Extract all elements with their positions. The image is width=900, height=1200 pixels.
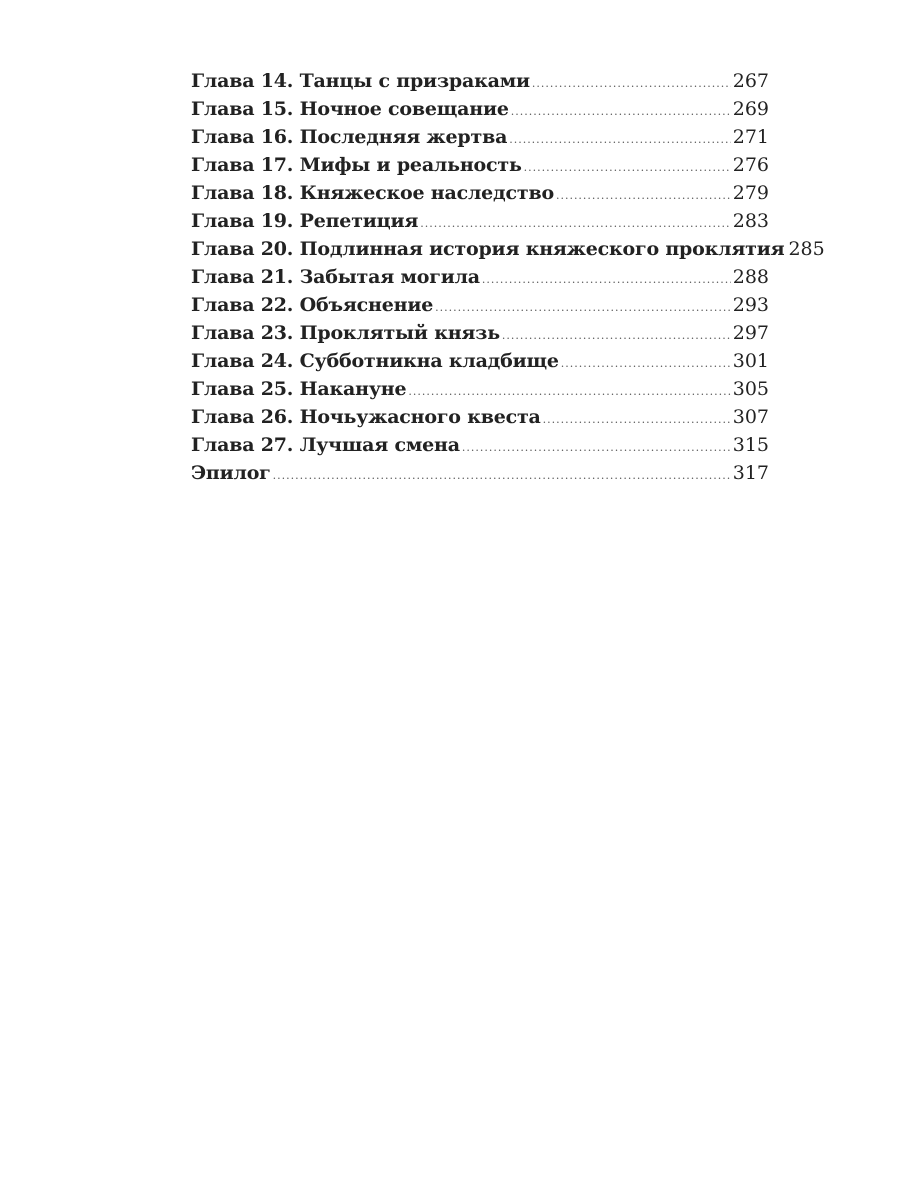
toc-entry-page-number: 288 xyxy=(732,266,769,288)
toc-entry xyxy=(191,266,769,294)
toc-entry-title: Глава 22. Объяснение xyxy=(191,294,434,316)
toc-entry-title: Глава 16. Последняя жертва xyxy=(191,126,508,148)
dot-leader xyxy=(543,413,731,426)
toc-entry-title: Глава 18. Княжеское наследство xyxy=(191,182,554,204)
toc-entry xyxy=(191,210,769,238)
toc-entry xyxy=(191,378,769,406)
dot-leader xyxy=(408,385,730,398)
toc-entry-page-number: 315 xyxy=(732,434,769,456)
dot-leader xyxy=(511,105,731,118)
toc-entry xyxy=(191,182,769,210)
toc-entry xyxy=(191,70,769,98)
toc-entry-title: Глава 19. Репетиция xyxy=(191,210,419,232)
toc-entry-page-number: 279 xyxy=(732,182,769,204)
toc-entry xyxy=(191,98,769,126)
toc-entry-title: Глава 25. Накануне xyxy=(191,378,407,400)
toc-entry-page-number: 276 xyxy=(732,154,769,176)
toc-entry xyxy=(191,126,769,154)
toc-entry xyxy=(191,350,769,378)
toc-entry-page-number: 267 xyxy=(732,70,769,92)
toc-entry-page-number: 297 xyxy=(732,322,769,344)
toc-entry xyxy=(191,434,769,462)
toc-entry xyxy=(191,462,769,490)
dot-leader xyxy=(524,161,731,174)
toc-entry-title: Глава 24. Субботникна кладбище xyxy=(191,350,559,372)
toc-entry xyxy=(191,238,825,266)
dot-leader xyxy=(509,133,731,146)
toc-entry-page-number: 271 xyxy=(732,126,769,148)
dot-leader xyxy=(482,273,731,286)
toc-entry-page-number: 301 xyxy=(732,350,769,372)
toc-entry-title: Глава 20. Подлинная история княжеского проклятия xyxy=(191,238,785,260)
dot-leader xyxy=(462,441,731,454)
toc-entry-title: Глава 14. Танцы с призраками xyxy=(191,70,530,92)
dot-leader xyxy=(561,357,731,370)
toc-entry-page-number: 293 xyxy=(732,294,769,316)
dot-leader xyxy=(532,77,731,90)
toc-entry-page-number: 317 xyxy=(732,462,769,484)
toc-entry-title: Глава 26. Ночьужасного квеста xyxy=(191,406,541,428)
toc-entry-title: Глава 21. Забытая могила xyxy=(191,266,480,288)
dot-leader xyxy=(420,217,731,230)
dot-leader xyxy=(502,329,731,342)
toc-entry-page-number: 305 xyxy=(732,378,769,400)
toc-entry-page-number: 285 xyxy=(788,238,825,260)
toc-entry-title: Глава 15. Ночное совещание xyxy=(191,98,509,120)
toc-entry-page-number: 307 xyxy=(732,406,769,428)
toc-entry xyxy=(191,406,769,434)
toc-entry xyxy=(191,154,769,182)
dot-leader xyxy=(273,469,731,482)
toc-entry-title: Глава 17. Мифы и реальность xyxy=(191,154,522,176)
toc-entry-title: Глава 23. Проклятый князь xyxy=(191,322,500,344)
toc-entry-title: Глава 27. Лучшая смена xyxy=(191,434,460,456)
dot-leader xyxy=(435,301,731,314)
toc-entry-page-number: 283 xyxy=(732,210,769,232)
dot-leader xyxy=(556,189,731,202)
toc-entry-page-number: 269 xyxy=(732,98,769,120)
toc-entry xyxy=(191,322,769,350)
table-of-contents xyxy=(191,70,825,490)
toc-entry xyxy=(191,294,769,322)
toc-entry-title: Эпилог xyxy=(191,462,271,484)
